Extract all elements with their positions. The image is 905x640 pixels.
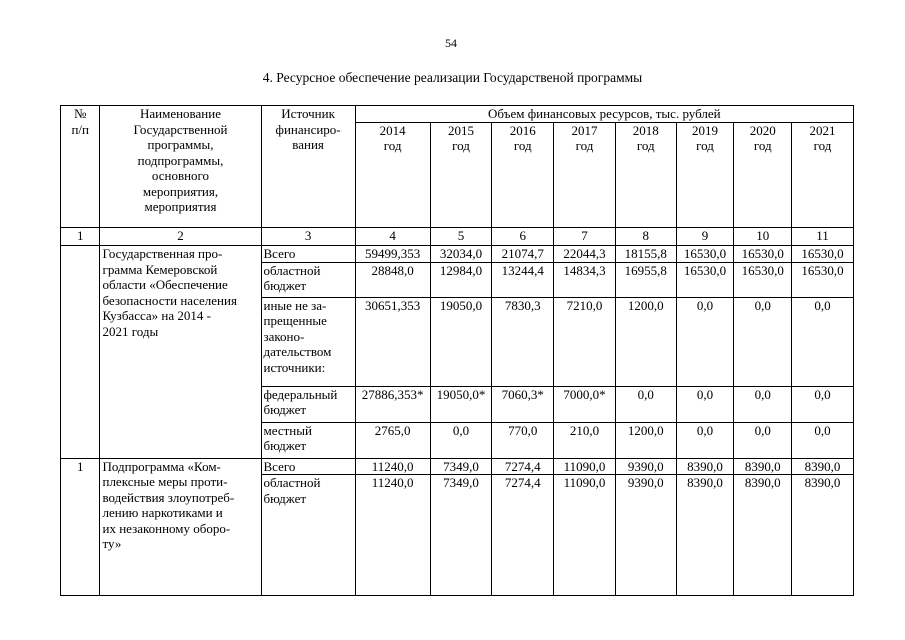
value-cell: 16530,0 [792, 246, 854, 263]
text-line: местный [263, 422, 312, 438]
value-cell: 12984,0 [430, 262, 492, 297]
text-line: безопасности населения [102, 292, 237, 308]
value-cell: 1200,0 [615, 422, 676, 458]
value-cell: 22044,3 [554, 246, 616, 263]
value-cell: 8390,0 [676, 475, 734, 596]
value-cell: 32034,0 [430, 246, 492, 263]
value-cell: 16530,0 [792, 262, 854, 297]
year-unit: год [636, 138, 655, 153]
column-number: 2 [100, 228, 261, 246]
year-unit: год [383, 138, 402, 153]
table-body [61, 106, 854, 596]
year-label: 2014 [379, 122, 406, 138]
value-cell: 7274,4 [492, 458, 554, 475]
value-cell: 8390,0 [792, 475, 854, 596]
value-cell: 8390,0 [734, 458, 792, 475]
column-number: 6 [492, 228, 554, 246]
text-line: областной [263, 262, 321, 278]
column-number: 3 [261, 228, 355, 246]
year-label: 2021 [809, 122, 836, 138]
value-cell: 0,0 [676, 386, 734, 422]
value-cell: 0,0 [792, 422, 854, 458]
text-line: Всего [263, 246, 296, 261]
section-heading: 4. Ресурсное обеспечение реализации Государственой программы [262, 70, 643, 85]
year-header [615, 122, 676, 228]
text-line: законо- [263, 328, 305, 344]
text-line: мероприятия [144, 199, 217, 214]
funding-source [261, 262, 355, 297]
year-unit: год [513, 138, 532, 153]
funding-source [261, 246, 355, 263]
year-header [430, 122, 492, 228]
value-cell: 11090,0 [554, 458, 616, 475]
year-header [355, 122, 430, 228]
value-cell: 18155,8 [615, 246, 676, 263]
program-name [100, 246, 261, 459]
value-cell: 8390,0 [676, 458, 734, 475]
value-cell: 16530,0 [734, 246, 792, 263]
value-cell: 770,0 [492, 422, 554, 458]
year-unit: год [813, 138, 832, 153]
text-line: плексные меры проти- [102, 474, 228, 489]
text-line: программы, [147, 137, 214, 152]
subprogram-row [61, 458, 854, 475]
text-line: подпрограммы, [137, 152, 224, 168]
header-source [261, 106, 355, 228]
value-cell: 7060,3* [492, 386, 554, 422]
text-line: ту» [102, 536, 122, 551]
value-cell: 21074,7 [492, 246, 554, 263]
text-line: Подпрограмма «Ком- [102, 458, 221, 474]
value-cell: 9390,0 [615, 475, 676, 596]
column-number: 11 [792, 228, 854, 246]
header-num [61, 106, 100, 228]
subprogram-index: 1 [61, 458, 100, 596]
page-number: 54 [445, 36, 457, 50]
column-number: 5 [430, 228, 492, 246]
year-label: 2018 [632, 122, 659, 138]
text-line: основного [151, 168, 210, 183]
text-line: иные не за- [263, 297, 327, 313]
text-line: Наименование [139, 106, 221, 121]
text-line: Источник [281, 106, 335, 121]
program-row [61, 246, 854, 263]
text-line: финансиро- [275, 121, 341, 137]
value-cell: 9390,0 [615, 458, 676, 475]
value-cell: 11090,0 [554, 475, 616, 596]
value-cell: 8390,0 [792, 458, 854, 475]
resource-table [60, 105, 854, 596]
value-cell: 7274,4 [492, 475, 554, 596]
column-number: 4 [355, 228, 430, 246]
text-line: Государственной [133, 121, 228, 137]
text-line: 2021 годы [102, 323, 159, 339]
column-number: 8 [615, 228, 676, 246]
value-cell: 16530,0 [734, 262, 792, 297]
value-cell: 16530,0 [676, 262, 734, 297]
text-line: вания [292, 137, 324, 152]
text-line: области «Обеспечение [102, 277, 228, 292]
text-line: грамма Кемеровской [102, 261, 218, 277]
year-label: 2016 [509, 122, 536, 138]
value-cell: 0,0 [734, 297, 792, 386]
text-line: прещенные [263, 313, 327, 328]
text-line: водействия злоупотреб- [102, 489, 235, 505]
text-line: источники: [263, 359, 326, 375]
value-cell: 0,0 [734, 386, 792, 422]
value-cell: 210,0 [554, 422, 616, 458]
funding-source [261, 422, 355, 458]
value-cell: 59499,353 [355, 246, 430, 263]
value-cell: 7210,0 [554, 297, 616, 386]
text-line: их незаконному оборо- [102, 520, 231, 536]
text-line: дательством [263, 344, 332, 359]
year-unit: год [753, 138, 772, 153]
value-cell: 16955,8 [615, 262, 676, 297]
column-number: 1 [61, 228, 100, 246]
column-number: 7 [554, 228, 616, 246]
value-cell: 11240,0 [355, 458, 430, 475]
header-name [100, 106, 261, 228]
value-cell: 7830,3 [492, 297, 554, 386]
value-cell: 7349,0 [430, 458, 492, 475]
funding-source [261, 475, 355, 596]
value-cell: 0,0 [615, 386, 676, 422]
subprogram-name [100, 458, 261, 596]
year-unit: год [696, 138, 714, 153]
value-cell: 0,0 [792, 297, 854, 386]
year-label: 2019 [692, 122, 719, 138]
value-cell: 8390,0 [734, 475, 792, 596]
year-header [792, 122, 854, 228]
year-header [492, 122, 554, 228]
value-cell: 7000,0* [554, 386, 616, 422]
text-line: мероприятия, [142, 183, 219, 199]
column-number-row [61, 228, 854, 246]
text-line: федеральный [263, 386, 338, 402]
year-header [554, 122, 616, 228]
value-cell: 7349,0 [430, 475, 492, 596]
text-line: № [74, 106, 87, 121]
year-label: 2015 [447, 122, 474, 138]
funding-source [261, 458, 355, 475]
value-cell: 0,0 [734, 422, 792, 458]
text-line: бюджет [263, 490, 307, 506]
program-index [61, 246, 100, 459]
text-line: лению наркотиками и [102, 505, 223, 520]
year-unit: год [575, 138, 594, 153]
year-header [676, 122, 734, 228]
value-cell: 16530,0 [676, 246, 734, 263]
value-cell: 27886,353* [355, 386, 430, 422]
value-cell: 11240,0 [355, 475, 430, 596]
value-cell: 19050,0 [430, 297, 492, 386]
text-line: Государственная про- [102, 246, 223, 261]
header-volume-title: Объем финансовых ресурсов, тыс. рублей [355, 106, 853, 123]
value-cell: 30651,353 [355, 297, 430, 386]
funding-source [261, 386, 355, 422]
text-line: областной [263, 475, 321, 490]
text-line: п/п [71, 121, 89, 137]
value-cell: 13244,4 [492, 262, 554, 297]
year-unit: год [452, 138, 470, 153]
text-line: бюджет [263, 278, 307, 293]
value-cell: 0,0 [792, 386, 854, 422]
value-cell: 14834,3 [554, 262, 616, 297]
value-cell: 0,0 [430, 422, 492, 458]
year-label: 2020 [749, 122, 776, 138]
column-number: 10 [734, 228, 792, 246]
value-cell: 0,0 [676, 297, 734, 386]
text-line: Всего [263, 458, 296, 474]
column-number: 9 [676, 228, 734, 246]
value-cell: 0,0 [676, 422, 734, 458]
value-cell: 2765,0 [355, 422, 430, 458]
funding-source [261, 297, 355, 386]
year-label: 2017 [571, 122, 598, 138]
year-header [734, 122, 792, 228]
value-cell: 19050,0* [430, 386, 492, 422]
text-line: бюджет [263, 402, 307, 417]
value-cell: 1200,0 [615, 297, 676, 386]
text-line: Кузбасса» на 2014 - [102, 308, 211, 323]
value-cell: 28848,0 [355, 262, 430, 297]
header-row [61, 106, 854, 123]
text-line: бюджет [263, 438, 307, 453]
